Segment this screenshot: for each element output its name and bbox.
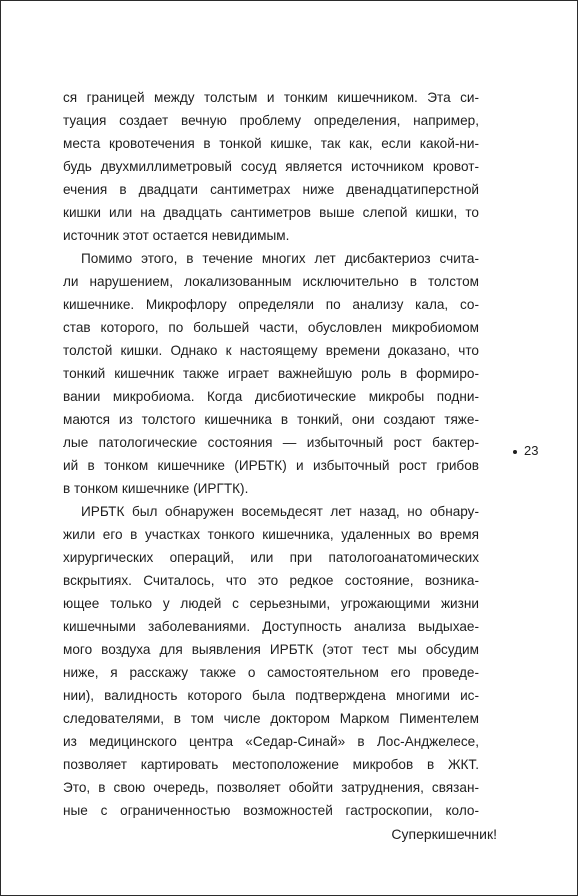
text-line: из медицинского центра «Седар-Синай» в Лос-Анджелесе, [63, 734, 479, 749]
text-line: позволяет картировать местоположение микробов в ЖКТ. [63, 757, 479, 772]
text-line: ниже, я расскажу также о самостоятельном его проведе- [63, 665, 479, 680]
text-line: толстой кишки. Однако к настоящему времени доказано, что [63, 343, 479, 358]
text-line: хирургических операций, или при патологоанатомических [63, 550, 479, 565]
text-line: ные с ограниченностью возможностей гастроскопии, коло- [63, 803, 479, 818]
text-line: мого воздуха для выявления ИРБТК (этот тест мы обсудим [63, 642, 479, 657]
text-line: лые патологические состояния — избыточный рост бактер- [63, 435, 479, 450]
text-line: кишки или на двадцать сантиметров выше слепой кишки, то [63, 205, 479, 220]
text-line: ющее только у людей с серьезными, угрожающими жизни [63, 596, 479, 611]
text-line: туация создает вечную проблему определения, например, [63, 113, 479, 128]
text-line: вскрытиях. Считалось, что это редкое состояние, возника- [63, 573, 479, 588]
running-footer: Суперкишечник! [391, 826, 497, 842]
text-line: ИРБТК был обнаружен восемьдесят лет назад, но обнару- [81, 504, 479, 519]
text-line: следователями, в том числе доктором Марком Пиментелем [63, 711, 479, 726]
text-line: источник этот остается невидимым. [63, 228, 290, 243]
text-line: маются из толстого кишечника в тонкий, они создают тяже- [63, 412, 479, 427]
text-line: кишечными заболеваниями. Доступность анализа выдыхае- [63, 619, 479, 634]
text-line: вании микробиома. Когда дисбиотические микробы подни- [63, 389, 479, 404]
page-number [513, 439, 538, 462]
text-line: ий в тонком кишечнике (ИРБТК) и избыточный рост грибов [63, 458, 479, 473]
text-line: став которого, по большей части, обусловлен микробиомом [63, 320, 479, 335]
text-line: Это, в свою очередь, позволяет обойти затруднения, связан- [63, 780, 479, 795]
text-line: жили его в участках тонкого кишечника, удаленных во время [63, 527, 479, 542]
text-line: нии), валидность которого была подтверждена многими ис- [63, 688, 479, 703]
page-number-text: 23 [524, 443, 539, 458]
text-line: в тонком кишечнике (ИРГТК). [63, 481, 249, 496]
bullet-icon [513, 450, 517, 454]
text-line: кишечнике. Микрофлору определяли по анализу кала, со- [63, 297, 479, 312]
text-line: ли нарушением, локализованным исключительно в толстом [63, 274, 479, 289]
text-line: будь двухмиллиметровый сосуд является источником кровот- [63, 159, 479, 174]
text-line: ечения в двадцати сантиметрах ниже двенадцатиперстной [63, 182, 479, 197]
text-line: тонкий кишечник также играет важнейшую роль в формиро- [63, 366, 479, 381]
text-line: ся границей между толстым и тонким кишечником. Эта си- [63, 90, 479, 105]
text-line: места кровотечения в тонкой кишке, так как, если какой-ни- [63, 136, 479, 151]
text-line: Помимо этого, в течение многих лет дисбактериоз счита- [81, 251, 479, 266]
